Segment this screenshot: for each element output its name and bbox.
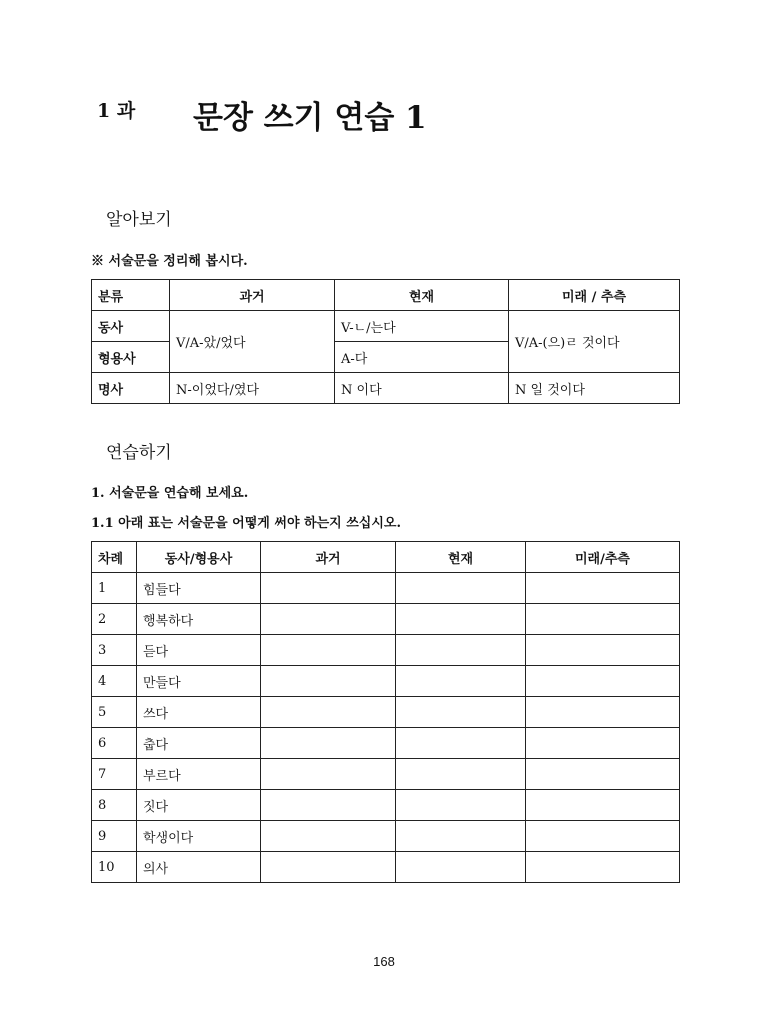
table-row [92,728,680,759]
answer-future-cell[interactable] [526,666,680,697]
row-word: 쓰다 [137,697,261,728]
table-header-row [92,542,680,573]
row-word: 행복하다 [137,604,261,635]
answer-past-cell[interactable] [261,728,396,759]
merged-future-cell: V/A-(으)ㄹ 것이다 [509,311,680,373]
practice-table [91,541,680,883]
present-cell: N 이다 [335,373,509,404]
table-row [92,373,680,404]
row-word: 의사 [137,852,261,883]
answer-future-cell[interactable] [526,728,680,759]
row-word: 힘들다 [137,573,261,604]
column-header: 동사/형용사 [137,542,261,573]
answer-present-cell[interactable] [396,759,526,790]
table-row [92,697,680,728]
row-number: 5 [92,697,137,728]
past-cell: N-이었다/였다 [170,373,335,404]
table-row [92,821,680,852]
table-row [92,790,680,821]
answer-present-cell[interactable] [396,666,526,697]
answer-past-cell[interactable] [261,852,396,883]
table-row [92,573,680,604]
answer-future-cell[interactable] [526,852,680,883]
column-header: 미래/추측 [526,542,680,573]
answer-past-cell[interactable] [261,573,396,604]
answer-future-cell[interactable] [526,604,680,635]
column-header: 과거 [170,280,335,311]
declarative-summary-table [91,279,680,404]
instruction-practice: 1. 서술문을 연습해 보세요. [91,486,249,501]
answer-present-cell[interactable] [396,573,526,604]
table-row [92,635,680,666]
answer-present-cell[interactable] [396,790,526,821]
answer-future-cell[interactable] [526,697,680,728]
row-category: 명사 [92,373,170,404]
instruction-table: 1.1 아래 표는 서술문을 어떻게 써야 하는지 쓰십시오. [91,516,401,531]
row-number: 4 [92,666,137,697]
answer-present-cell[interactable] [396,604,526,635]
instruction-summary: ※ 서술문을 정리해 봅시다. [91,254,248,269]
answer-future-cell[interactable] [526,759,680,790]
answer-future-cell[interactable] [526,635,680,666]
row-category: 형용사 [92,342,170,373]
row-category: 동사 [92,311,170,342]
row-number: 3 [92,635,137,666]
answer-present-cell[interactable] [396,697,526,728]
answer-future-cell[interactable] [526,573,680,604]
table-row [92,759,680,790]
section-heading-learn: 알아보기 [106,210,172,230]
answer-future-cell[interactable] [526,790,680,821]
row-word: 부르다 [137,759,261,790]
answer-past-cell[interactable] [261,790,396,821]
column-header: 과거 [261,542,396,573]
answer-past-cell[interactable] [261,666,396,697]
answer-present-cell[interactable] [396,852,526,883]
column-header: 미래 / 추측 [509,280,680,311]
row-word: 짓다 [137,790,261,821]
section-heading-practice: 연습하기 [106,443,172,463]
answer-present-cell[interactable] [396,728,526,759]
table-row [92,311,680,342]
row-word: 춥다 [137,728,261,759]
table-header-row [92,280,680,311]
lesson-number: 1 과 [97,100,136,122]
row-number: 1 [92,573,137,604]
column-header: 현재 [396,542,526,573]
row-word: 듣다 [137,635,261,666]
page-title: 문장 쓰기 연습 1 [193,100,427,136]
merged-past-cell: V/A-았/었다 [170,311,335,373]
answer-present-cell[interactable] [396,821,526,852]
row-number: 7 [92,759,137,790]
row-number: 9 [92,821,137,852]
future-cell: N 일 것이다 [509,373,680,404]
present-cell: A-다 [335,342,509,373]
row-number: 2 [92,604,137,635]
column-header: 분류 [92,280,170,311]
column-header: 현재 [335,280,509,311]
row-word: 학생이다 [137,821,261,852]
column-header: 차례 [92,542,137,573]
answer-past-cell[interactable] [261,759,396,790]
row-number: 8 [92,790,137,821]
row-word: 만들다 [137,666,261,697]
answer-past-cell[interactable] [261,635,396,666]
present-cell: V-ㄴ/는다 [335,311,509,342]
answer-past-cell[interactable] [261,697,396,728]
page-number: 168 [373,954,395,969]
table-row [92,852,680,883]
table-row [92,604,680,635]
answer-past-cell[interactable] [261,604,396,635]
row-number: 6 [92,728,137,759]
answer-present-cell[interactable] [396,635,526,666]
row-number: 10 [92,852,137,883]
answer-future-cell[interactable] [526,821,680,852]
answer-past-cell[interactable] [261,821,396,852]
table-row [92,666,680,697]
